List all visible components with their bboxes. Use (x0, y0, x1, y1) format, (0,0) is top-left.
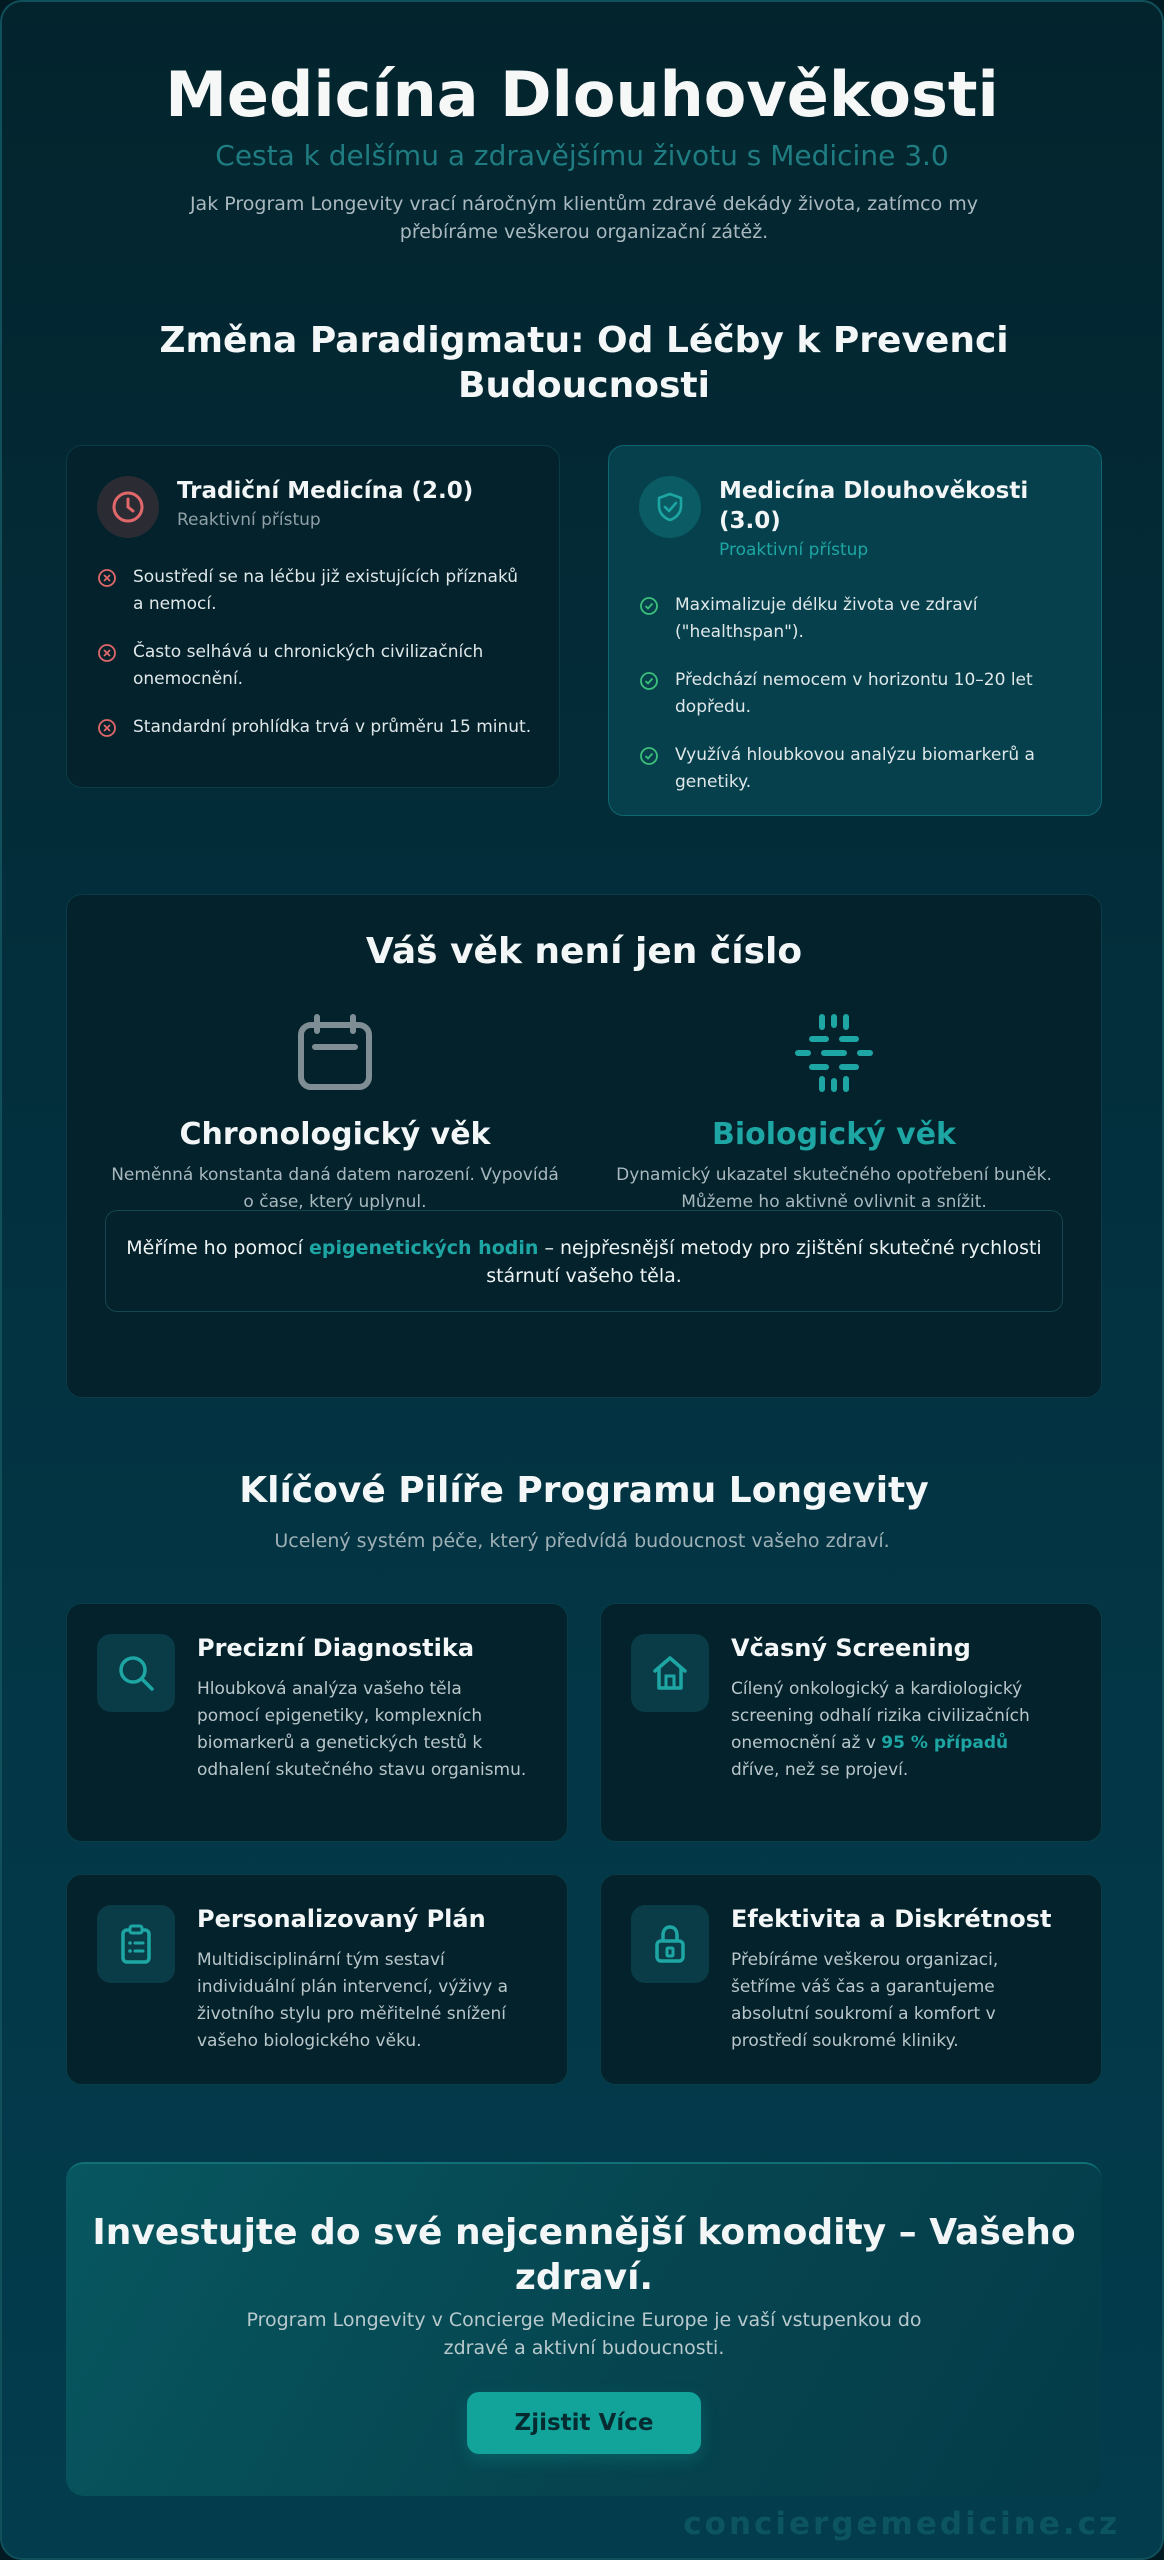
pillar-description-highlight: 95 % případů (881, 1733, 1009, 1753)
list-item (97, 714, 533, 741)
cta-section (66, 2162, 1102, 2496)
search-icon (97, 1634, 175, 1712)
traditional-list (97, 564, 533, 762)
dna-icon (609, 1013, 1059, 1099)
list-item (639, 592, 1075, 646)
pillar-card (600, 1603, 1102, 1842)
cta-title: Investujte do své nejcennější komodity – Vašeho zdraví. (92, 2212, 1076, 2298)
shield-check-icon (639, 476, 701, 538)
biological-age-description: Dynamický ukazatel skutečného opotřebení buněk. Můžeme ho aktivně ovlivnit a snížit. (616, 1165, 1052, 1212)
clipboard-icon (97, 1905, 175, 1983)
cta-text: Program Longevity v Concierge Medicine Europe je vaší vstupenkou do zdravé a aktivní budoucnosti. (246, 2309, 922, 2359)
pillar-description: Hloubková analýza vašeho těla pomocí epigenetiky, komplexních biomarkerů a genetických testů k odhalení skutečného stavu organismu. (197, 1679, 527, 1780)
biological-age-column (609, 1013, 1059, 1216)
longevity-medicine-card (608, 445, 1102, 816)
x-circle-icon (97, 718, 117, 738)
traditional-title: Tradiční Medicína (2.0) (177, 478, 474, 504)
pillar-description: Multidisciplinární tým sestaví individuální plán intervencí, výživy a životního stylu pro měřitelné snížení vašeho biologického věku. (197, 1950, 509, 2051)
list-item (97, 564, 533, 618)
traditional-subtitle: Reaktivní přístup (177, 510, 321, 530)
pillars-subheading: Ucelený systém péče, který předvídá budoucnost vašeho zdraví. (274, 1530, 890, 1552)
check-circle-icon (639, 596, 659, 616)
note-highlight: epigenetických hodin (308, 1237, 539, 1259)
age-section (66, 894, 1102, 1398)
chronological-age-description: Neměnná konstanta daná datem narození. Vypovídá o čase, který uplynul. (111, 1165, 559, 1212)
epigenetic-clock-note (105, 1210, 1063, 1312)
pillar-description-prefix: Cílený onkologický a kardiologický screening odhalí rizika civilizačních onemocnění až v (731, 1679, 1030, 1753)
note-suffix: – nejpřesnější metody pro zjištění skutečné rychlosti stárnutí vašeho těla. (486, 1237, 1042, 1287)
learn-more-button[interactable]: Zjistit Více (467, 2392, 701, 2454)
longevity-item-text: Využívá hloubkovou analýzu biomarkerů a genetiky. (675, 745, 1035, 792)
biological-age-title: Biologický věk (712, 1117, 956, 1152)
home-icon (631, 1634, 709, 1712)
list-item (97, 639, 533, 693)
chronological-age-title: Chronologický věk (179, 1117, 491, 1152)
longevity-subtitle: Proaktivní přístup (719, 540, 869, 560)
pillars-heading: Klíčové Pilíře Programu Longevity (239, 1470, 929, 1511)
pillar-description-suffix: dříve, než se projeví. (731, 1760, 909, 1780)
clock-icon (97, 476, 159, 538)
age-heading: Váš věk není jen číslo (365, 931, 803, 972)
footer-brand[interactable]: conciergemedicine.cz (683, 2506, 1120, 2542)
chronological-age-column (110, 1013, 560, 1216)
traditional-item-text: Soustředí se na léčbu již existujících příznaků a nemocí. (133, 567, 519, 614)
note-prefix: Měříme ho pomocí (126, 1237, 303, 1259)
check-circle-icon (639, 671, 659, 691)
pillar-card (66, 1874, 568, 2085)
list-item (639, 742, 1075, 796)
pillar-description (731, 1676, 1061, 1784)
pillar-title: Efektivita a Diskrétnost (731, 1905, 1052, 1933)
pillar-description: Přebíráme veškerou organizaci, šetříme váš čas a garantujeme absolutní soukromí a komfort v prostředí soukromé kliniky. (731, 1950, 999, 2051)
pillar-card (66, 1603, 568, 1842)
longevity-item-text: Maximalizuje délku života ve zdraví ("healthspan"). (675, 595, 978, 642)
paradigm-heading: Změna Paradigmatu: Od Léčby k Prevenci Budoucnosti (159, 320, 1009, 406)
list-item (639, 667, 1075, 721)
check-circle-icon (639, 746, 659, 766)
longevity-title: Medicína Dlouhověkosti (3.0) (719, 478, 1029, 534)
page-intro: Jak Program Longevity vrací náročným klientům zdravé dekády života, zatímco my přebíráme veškerou organizační zátěž. (189, 193, 979, 243)
traditional-medicine-card (66, 445, 560, 788)
pillar-title: Personalizovaný Plán (197, 1905, 486, 1933)
traditional-item-text: Často selhává u chronických civilizačních onemocnění. (133, 642, 484, 689)
page-title: Medicína Dlouhověkosti (165, 58, 999, 131)
x-circle-icon (97, 643, 117, 663)
page-subtitle: Cesta k delšímu a zdravějšímu životu s Medicine 3.0 (215, 139, 949, 172)
pillar-title: Včasný Screening (731, 1634, 971, 1662)
pillar-card (600, 1874, 1102, 2085)
lock-icon (631, 1905, 709, 1983)
longevity-list (639, 592, 1075, 817)
longevity-item-text: Předchází nemocem v horizontu 10–20 let dopředu. (675, 670, 1033, 717)
calendar-icon (110, 1013, 560, 1099)
traditional-item-text: Standardní prohlídka trvá v průměru 15 minut. (133, 717, 532, 737)
pillar-title: Precizní Diagnostika (197, 1634, 475, 1662)
x-circle-icon (97, 568, 117, 588)
